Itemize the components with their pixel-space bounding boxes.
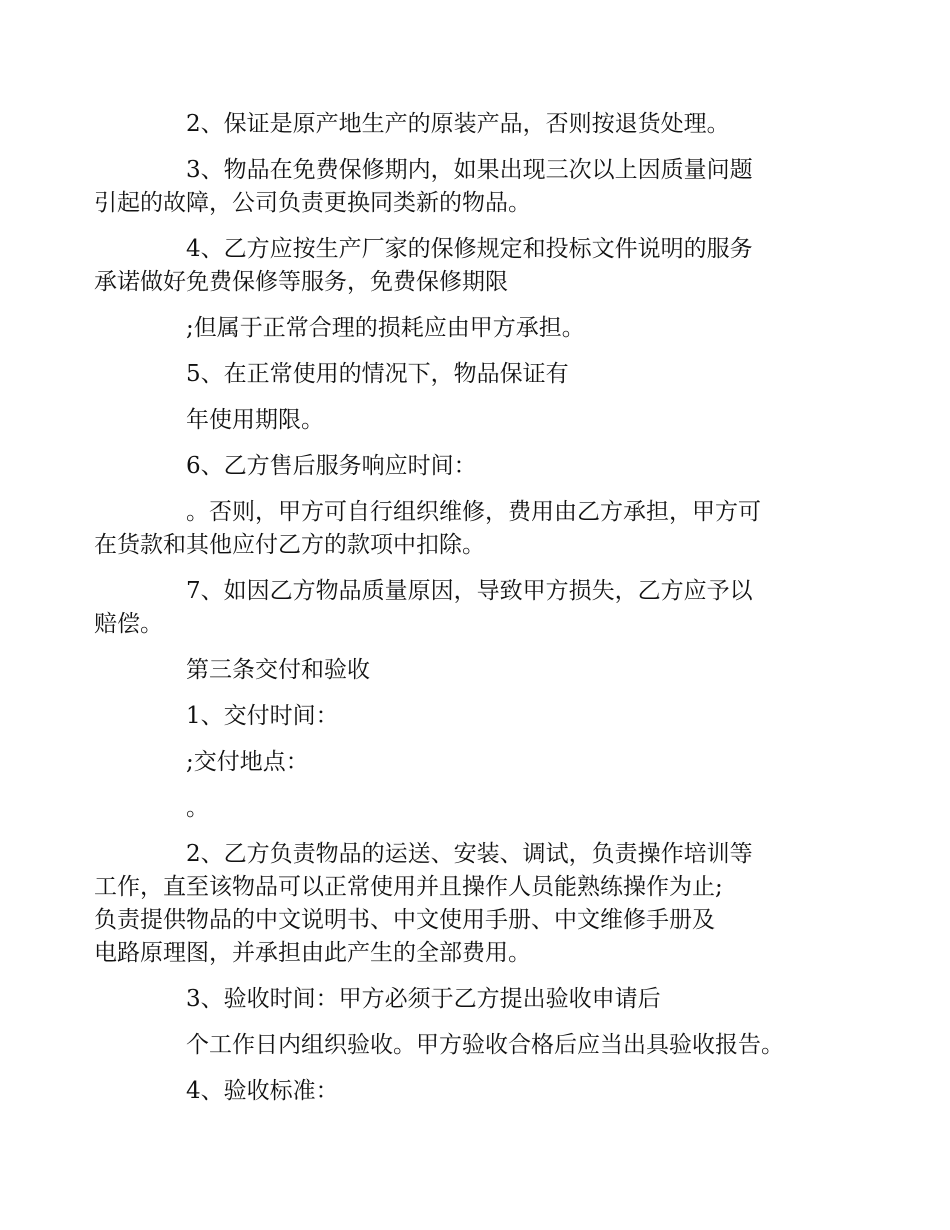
paragraph — [94, 233, 840, 299]
paragraph — [140, 1029, 840, 1062]
paragraph-line: 7、如因乙方物品质量原因，导致甲方损失，乙方应予以 — [186, 578, 753, 604]
paragraph — [94, 575, 840, 641]
paragraph-line: 3、验收时间：甲方必须于乙方提出验收申请后 — [186, 986, 661, 1012]
paragraph — [140, 108, 840, 141]
paragraph-line: 1、交付时间： — [186, 703, 339, 729]
paragraph-line: 工作，直至该物品可以正常使用并且操作人员能熟练操作为止; — [94, 874, 723, 900]
paragraph — [94, 154, 840, 220]
paragraph — [140, 792, 840, 825]
paragraph — [140, 1075, 840, 1108]
paragraph-line: 4、乙方应按生产厂家的保修规定和投标文件说明的服务 — [186, 236, 753, 262]
paragraph-line: 第三条交付和验收 — [186, 657, 370, 683]
paragraph-line: 在货款和其他应付乙方的款项中扣除。 — [94, 532, 485, 558]
paragraph — [140, 700, 840, 733]
paragraph-line: 2、保证是原产地生产的原装产品，否则按退货处理。 — [186, 111, 730, 137]
paragraph-line: 赔偿。 — [94, 611, 163, 637]
paragraph-line: 4、验收标准： — [186, 1078, 339, 1104]
paragraph-line: 5、在正常使用的情况下，物品保证有 — [186, 361, 569, 387]
paragraph — [140, 358, 840, 391]
paragraph-line: 年使用期限。 — [186, 407, 324, 433]
paragraph — [140, 746, 840, 779]
paragraph — [94, 838, 840, 970]
document-body — [94, 108, 840, 1121]
paragraph-line: 个工作日内组织验收。甲方验收合格后应当出具验收报告。 — [186, 1032, 784, 1058]
paragraph-line: 6、乙方售后服务响应时间： — [186, 453, 477, 479]
paragraph-line: 2、乙方负责物品的运送、安装、调试，负责操作培训等 — [186, 841, 753, 867]
paragraph — [94, 496, 840, 562]
paragraph-line: 。否则，甲方可自行组织维修，费用由乙方承担，甲方可 — [186, 499, 761, 525]
paragraph — [140, 983, 840, 1016]
paragraph-line: ;交付地点： — [186, 749, 309, 775]
paragraph-line: 。 — [186, 795, 209, 821]
paragraph — [140, 312, 840, 345]
paragraph — [140, 450, 840, 483]
paragraph-line: 电路原理图，并承担由此产生的全部费用。 — [94, 940, 531, 966]
paragraph-line: 承诺做好免费保修等服务，免费保修期限 — [94, 269, 508, 295]
paragraph-line: 引起的故障，公司负责更换同类新的物品。 — [94, 190, 531, 216]
paragraph-line: ;但属于正常合理的损耗应由甲方承担。 — [186, 315, 585, 341]
paragraph — [140, 654, 840, 687]
paragraph-line: 3、物品在免费保修期内，如果出现三次以上因质量问题 — [186, 157, 753, 183]
paragraph — [140, 404, 840, 437]
paragraph-line: 负责提供物品的中文说明书、中文使用手册、中文维修手册及 — [94, 907, 715, 933]
